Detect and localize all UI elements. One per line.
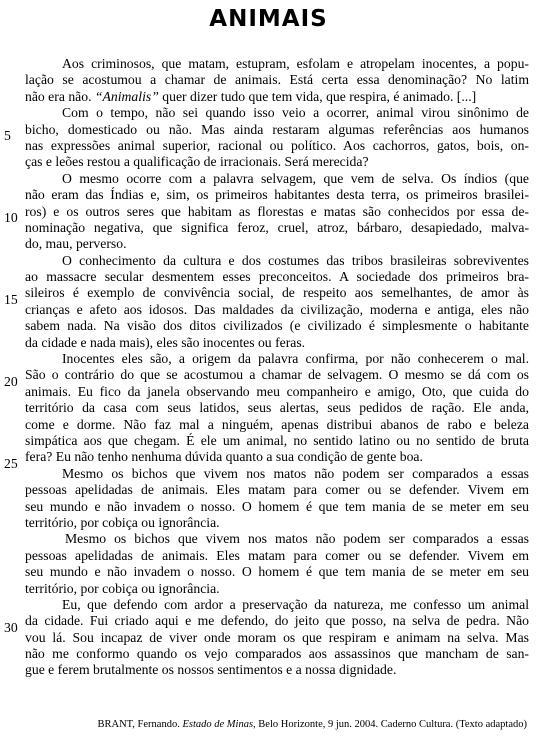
text-line: Com o tempo, não sei quando isso veio a ocorrer, animal virou sinônimo de bbox=[62, 105, 529, 121]
text-line: Mesmo os bichos que vivem nos matos não podem ser comparados a essas bbox=[65, 531, 529, 547]
paragraph bbox=[25, 351, 529, 466]
text-line: pessoas apelidadas de animais. Eles matam para comer ou se defender. Vivem em bbox=[25, 547, 529, 563]
line-number-15: 15 bbox=[4, 292, 18, 307]
text-line: ças e leões restou a qualificação de irracionais. Será merecida? bbox=[25, 154, 369, 170]
text-line: Inocentes eles são, a origem da palavra confirma, por não conhecerem o mal. bbox=[62, 351, 529, 367]
text-line: do, mau, perverso. bbox=[25, 236, 127, 252]
text-line: não era não. “Animalis” quer dizer tudo que tem vida, que respira, é animado. [...] bbox=[25, 88, 477, 104]
source-publication: Estado de Minas bbox=[182, 719, 254, 730]
source-citation bbox=[98, 719, 528, 730]
text-line: crianças e afeto aos idosos. Das maldades da civilização, moderna e antiga, eles não bbox=[25, 301, 529, 317]
text-line: O mesmo ocorre com a palavra selvagem, que vem de selva. Os índios (que bbox=[62, 170, 529, 186]
line-number-30: 30 bbox=[4, 620, 18, 635]
line-number-5: 5 bbox=[4, 128, 11, 143]
text-line: vou lá. Sou incapaz de viver onde moram os que respiram e animam na selva. Mas bbox=[25, 629, 529, 645]
paragraph bbox=[25, 466, 529, 532]
source-author: BRANT, Fernando. bbox=[97, 719, 183, 730]
text-line: São o contrário do que se acostumou a chamar de selvagem. O mesmo se dá com os bbox=[25, 367, 529, 383]
paragraph bbox=[25, 56, 529, 105]
text-line: território da casa com seus latidos, seus alertas, seus pedidos de ração. Ele anda, bbox=[25, 400, 529, 416]
article-body bbox=[25, 56, 529, 679]
text-line: bicho, domesticado ou não. Mas ainda restaram algumas referências aos humanos bbox=[25, 121, 529, 137]
text-line: nas expressões animal superior, racional ou político. Aos cachorros, gatos, bois, on- bbox=[25, 137, 529, 153]
text-line: ao massacre secular desmentem esses preconceitos. A sociedade dos primeiros bra- bbox=[25, 269, 529, 285]
text-line: sabem nada. Na visão dos ditos civilizados (e civilizado é simplesmente o habitante bbox=[25, 318, 529, 334]
line-number-25: 25 bbox=[4, 456, 18, 471]
text-line: nominação negativa, que significa feroz, cruel, atroz, bárbaro, desapiedado, malva- bbox=[25, 219, 529, 235]
source-details: , Belo Horizonte, 9 jun. 2004. Caderno Cultura. (Texto adaptado) bbox=[253, 719, 527, 730]
text-line: Eu, que defendo com ardor a preservação da natureza, me confesso um animal bbox=[62, 596, 529, 612]
text-line: Mesmo os bichos que vivem nos matos não podem ser comparados a essas bbox=[62, 465, 529, 481]
paragraph bbox=[25, 171, 529, 253]
text-line: seu mundo e não invadem o nosso. O homem é que tem mania de se meter em seu bbox=[25, 564, 529, 580]
text-line: pessoas apelidadas de animais. Eles matam para comer ou se defender. Vivem em bbox=[25, 482, 529, 498]
text-line: não me conformo quando os vejo comparados aos assassinos que mancham de san- bbox=[25, 646, 529, 662]
paragraph bbox=[25, 597, 529, 679]
text-line: simpática aos que chegam. É ele um animal, no sentido latino ou no sentido de bruta bbox=[25, 432, 529, 448]
text-line: lação se acostumou a chamar de animais. Está certa essa denominação? No latim bbox=[25, 72, 529, 88]
text-line: da cidade e nada mais), eles são inocentes ou feras. bbox=[25, 334, 306, 350]
text-line: Aos criminosos, que matam, estupram, esfolam e atropelam inocentes, a popu- bbox=[62, 56, 529, 71]
text-line: território, por cobiça ou ignorância. bbox=[25, 580, 220, 596]
text-line: não eram das Índias e, sim, os primeiros habitantes desta terra, os primeiros brasilei- bbox=[25, 187, 529, 203]
text-line: seu mundo e não invadem o nosso. O homem é que tem mania de se meter em seu bbox=[25, 498, 529, 514]
text-line: território, por cobiça ou ignorância. bbox=[25, 514, 220, 530]
paragraph bbox=[25, 105, 529, 171]
text-line: animais. Eu fico da janela observando meu companheiro e amigo, Oto, que cuida do bbox=[25, 383, 529, 399]
text-line: come e dorme. Não faz mal a ninguém, apenas distribui abanos de rabo e beleza bbox=[25, 416, 529, 432]
text-line: sileiros é exemplo de convivência social, de respeito aos semelhantes, de amor às bbox=[25, 285, 529, 301]
text-line: O conhecimento da cultura e dos costumes das tribos brasileiras sobreviventes bbox=[62, 252, 529, 268]
text-line: ros) e os outros seres que habitam as florestas e matas são conhecidos por essa de- bbox=[25, 203, 529, 219]
text-line: da cidade. Fui criado aqui e me defendo, do jeito que posso, na selva de pedra. Não bbox=[25, 613, 529, 629]
text-line: gue e ferem brutalmente os nossos sentimentos e a nossa dignidade. bbox=[25, 662, 397, 678]
paragraph bbox=[25, 253, 529, 351]
document-title: ANIMAIS bbox=[209, 6, 328, 32]
paragraph bbox=[25, 531, 529, 597]
line-number-10: 10 bbox=[4, 210, 18, 225]
text-line: fera? Eu não tenho nenhuma dúvida quanto a sua condição de gente boa. bbox=[25, 449, 423, 465]
line-number-20: 20 bbox=[4, 374, 18, 389]
